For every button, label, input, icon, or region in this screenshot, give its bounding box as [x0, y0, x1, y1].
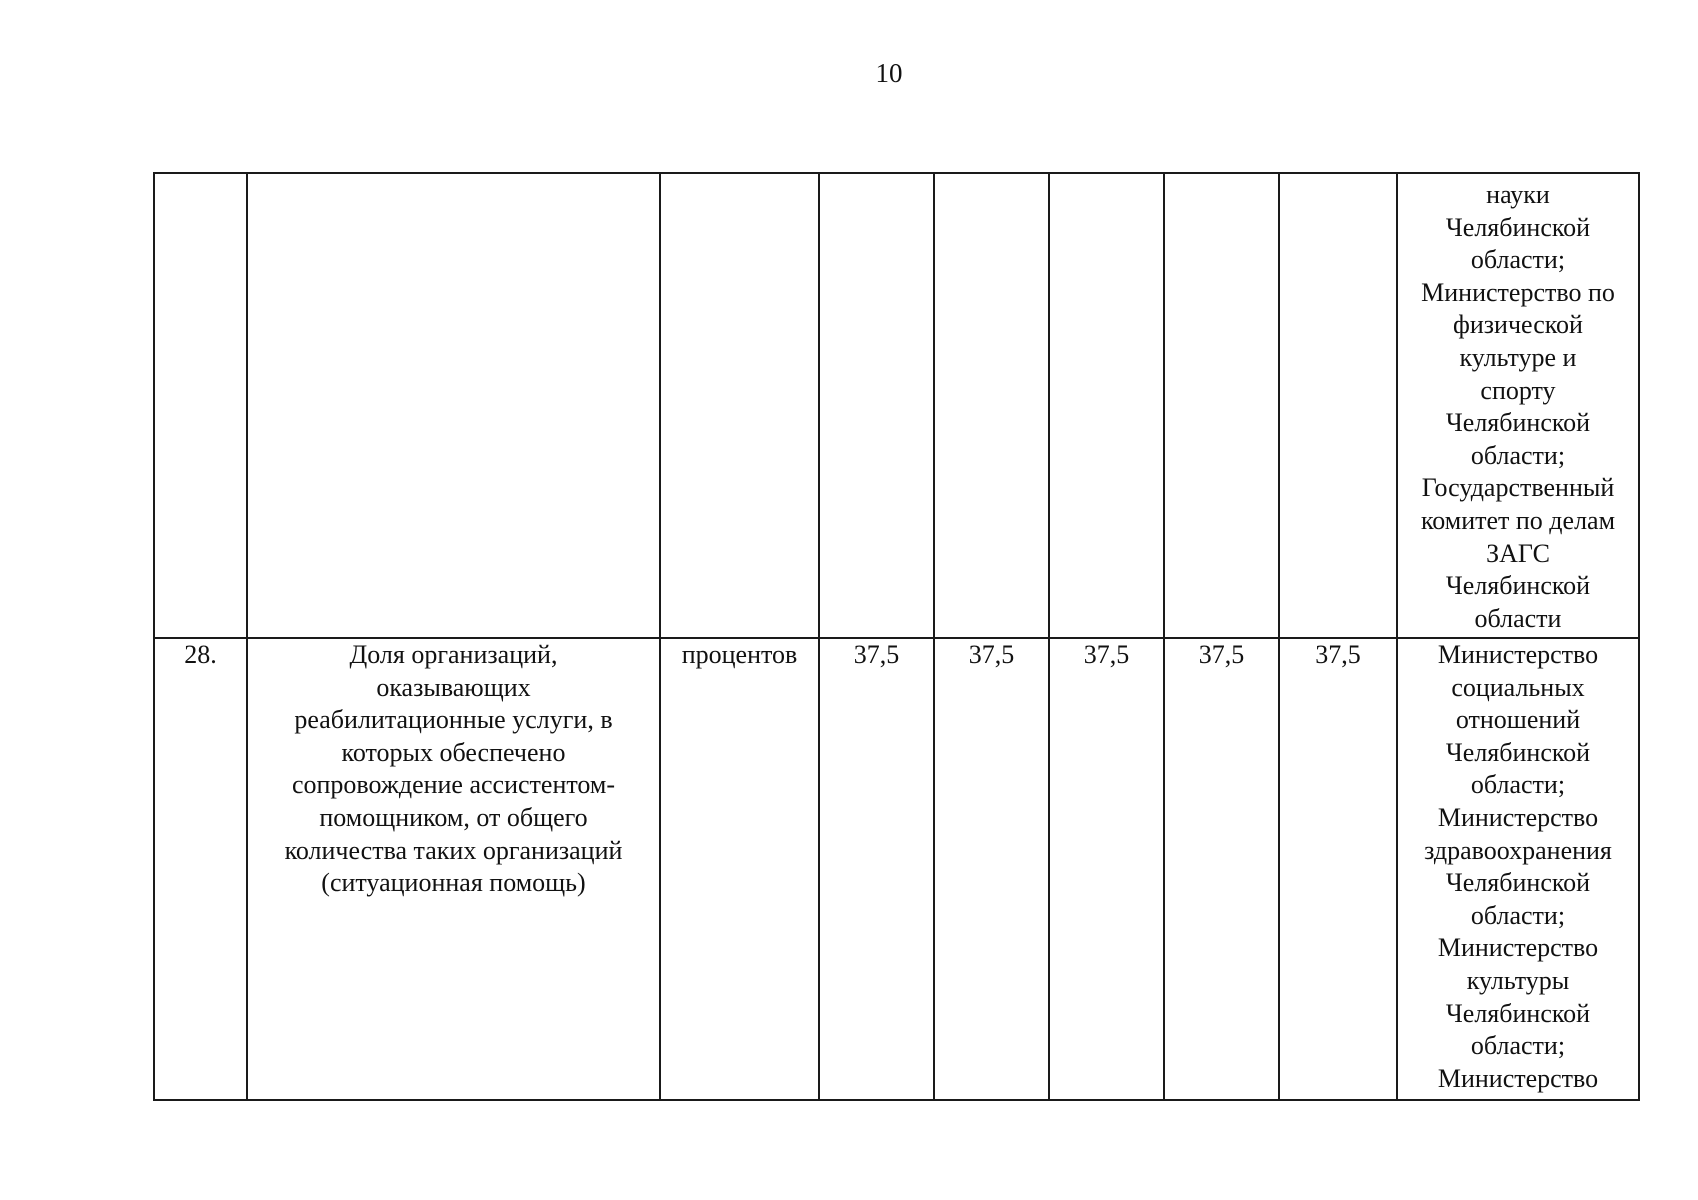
- value-2: 37,5: [968, 640, 1015, 669]
- value-cell: [819, 638, 934, 1100]
- responsible-ministries-cell: [1397, 173, 1639, 638]
- value-cell-empty: [1049, 173, 1164, 638]
- number-cell-empty: [154, 173, 247, 638]
- unit-text: процентов: [681, 640, 798, 669]
- indicator-cell: [247, 638, 660, 1100]
- unit-cell: [660, 638, 819, 1100]
- value-cell: [1279, 638, 1397, 1100]
- indicators-table: [153, 172, 1640, 1101]
- page-number: 10: [875, 58, 903, 88]
- unit-cell-empty: [660, 173, 819, 638]
- indicator-text: Доля организаций, оказывающих реабилитационные услуги, в которых обеспечено сопровождение ассистентом- помощником, от общего количества таких организаций (ситуационная помощь): [284, 640, 623, 898]
- value-5: 37,5: [1315, 640, 1361, 669]
- value-cell-empty: [1164, 173, 1279, 638]
- value-1: 37,5: [853, 640, 900, 669]
- indicator-cell-empty: [247, 173, 660, 638]
- value-cell-empty: [1279, 173, 1397, 638]
- value-cell: [1049, 638, 1164, 1100]
- responsible-ministries-text: Министерство социальных отношений Челябинской области; Министерство здравоохранения Челябинской области; Министерство культуры Челябинской области; Министерство: [1424, 640, 1612, 1093]
- value-3: 37,5: [1083, 640, 1130, 669]
- table-row-28: [154, 638, 1639, 1100]
- row-number-cell: [154, 638, 247, 1100]
- responsible-ministries-cell: [1397, 638, 1639, 1100]
- value-cell: [1164, 638, 1279, 1100]
- value-cell-empty: [934, 173, 1049, 638]
- value-cell-empty: [819, 173, 934, 638]
- value-cell: [934, 638, 1049, 1100]
- table-row-continuation: [154, 173, 1639, 638]
- responsible-ministries-text: науки Челябинской области; Министерство по физической культуре и спорту Челябинской области; Государственный комитет по делам ЗАГС Челябинской области: [1420, 180, 1616, 633]
- value-4: 37,5: [1198, 640, 1245, 669]
- row-number: 28.: [184, 640, 217, 669]
